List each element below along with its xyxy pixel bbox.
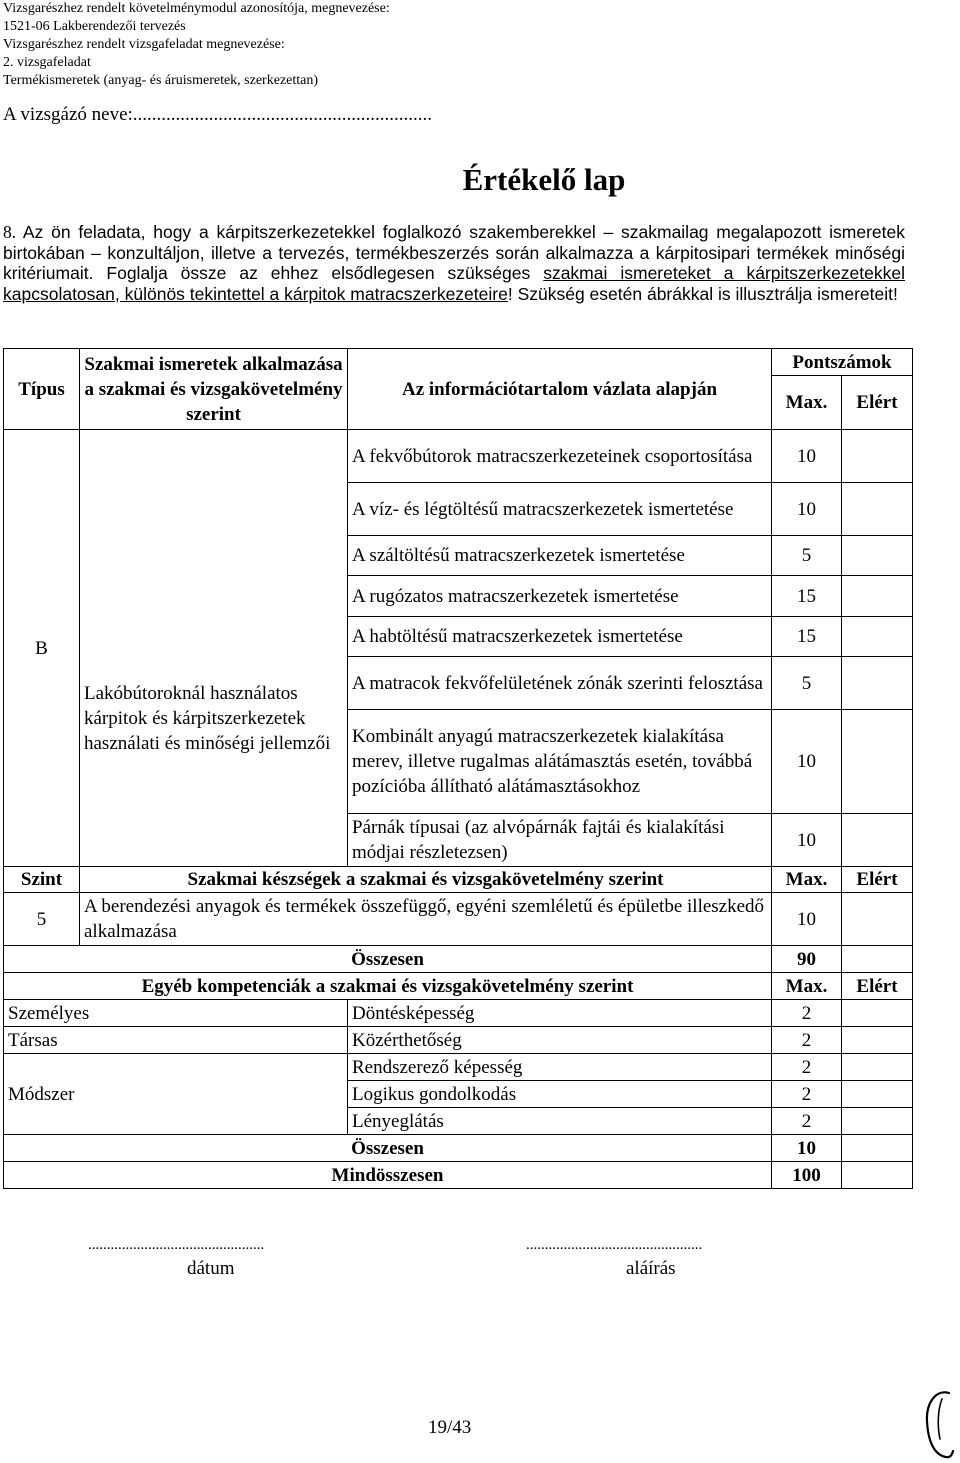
got-row-5 xyxy=(842,617,913,657)
skill-max: 10 xyxy=(772,893,842,946)
signature-label: aláírás xyxy=(626,1258,676,1279)
evaluation-table xyxy=(3,348,913,1189)
got-row-1 xyxy=(842,430,913,483)
header-max: Max. xyxy=(772,376,842,430)
examinee-name-line: A vizsgázó neve:............................................................... xyxy=(3,104,433,125)
competency-social-got xyxy=(842,1027,913,1054)
max-row-8: 10 xyxy=(772,814,842,867)
header-line-2: 1521-06 Lakberendezői tervezés xyxy=(3,19,186,34)
date-dots: ............................................... xyxy=(88,1237,265,1253)
competency-method: Módszer xyxy=(4,1054,348,1135)
got-row-7 xyxy=(842,710,913,814)
total-2-label: Összesen xyxy=(4,1135,772,1162)
total-1-value: 90 xyxy=(772,946,842,973)
skill-got xyxy=(842,893,913,946)
grand-total-got xyxy=(842,1162,913,1189)
header-points: Pontszámok xyxy=(772,349,913,376)
signature-dots: ............................................... xyxy=(526,1237,703,1253)
competency-max-header: Max. xyxy=(772,973,842,1000)
header-line-3: Vizsgarészhez rendelt vizsgafeladat megnevezése: xyxy=(3,37,285,52)
total-1-label: Összesen xyxy=(4,946,772,973)
total-1-got xyxy=(842,946,913,973)
got-row-6 xyxy=(842,657,913,710)
got-row-8 xyxy=(842,814,913,867)
task-number: 8. xyxy=(3,222,17,242)
got-row-4 xyxy=(842,576,913,617)
knowledge-text xyxy=(80,430,348,867)
skill-level-value: 5 xyxy=(4,893,80,946)
competency-method-item-3: Lényeglátás xyxy=(348,1108,772,1135)
competency-method-got-2 xyxy=(842,1081,913,1108)
max-row-4: 15 xyxy=(772,576,842,617)
page-number: 19/43 xyxy=(428,1417,472,1438)
outline-row-1: A fekvőbútorok matracszerkezeteinek csoportosítása xyxy=(348,430,772,483)
type-b: B xyxy=(4,430,80,867)
task-description xyxy=(3,222,905,304)
skill-text: A berendezési anyagok és termékek összefüggő, egyéni szemléletű és épületbe illeszkedő alkalmazása xyxy=(80,893,772,946)
competency-method-item-2: Logikus gondolkodás xyxy=(348,1081,772,1108)
max-row-3: 5 xyxy=(772,536,842,576)
outline-row-6: A matracok fekvőfelületének zónák szerinti felosztása xyxy=(348,657,772,710)
skills-max-header: Max. xyxy=(772,867,842,893)
header-line-5: Termékismeretek (anyag- és áruismeretek, szerkezettan) xyxy=(3,73,319,88)
outline-row-7: Kombinált anyagú matracszerkezetek kialakítása merev, illetve rugalmas alátámasztás esetén, továbbá pozícióba állítható alátámasztásokhoz xyxy=(348,710,772,814)
competency-method-max-1: 2 xyxy=(772,1054,842,1081)
competency-social-max: 2 xyxy=(772,1027,842,1054)
competency-method-max-2: 2 xyxy=(772,1081,842,1108)
skills-got-header: Elért xyxy=(842,867,913,893)
date-label: dátum xyxy=(187,1258,235,1279)
outline-row-2: A víz- és légtöltésű matracszerkezetek ismertetése xyxy=(348,483,772,536)
header-knowledge: Szakmai ismeretek alkalmazása a szakmai és vizsgakövetelmény szerint xyxy=(80,349,348,430)
max-row-5: 15 xyxy=(772,617,842,657)
task-text-part-1: Az ön feladata, hogy a kárpitszerkezetekkel foglalkozó szakemberekkel – szakmailag megalapozott ismeretek birtokában – konzultáljon, illetve a tervezés, termékbeszerzés során alkalmazza a kárpitosipari termékek minőségi kritériumait. Foglalja össze az ehhez elsődlegesen szükséges xyxy=(3,222,905,283)
competency-method-item-1: Rendszerező képesség xyxy=(348,1054,772,1081)
competency-method-got-3 xyxy=(842,1108,913,1135)
max-row-1: 10 xyxy=(772,430,842,483)
grand-total-label: Mindösszesen xyxy=(4,1162,772,1189)
header-line-4: 2. vizsgafeladat xyxy=(3,55,91,70)
total-2-got xyxy=(842,1135,913,1162)
outline-row-4: A rugózatos matracszerkezetek ismertetése xyxy=(348,576,772,617)
outline-row-8: Párnák típusai (az alvópárnák fajtái és kialakítási módjai részletezsen) xyxy=(348,814,772,867)
competency-personal-item: Döntésképesség xyxy=(348,1000,772,1027)
handwritten-initial-signature xyxy=(922,1385,958,1463)
task-text-underlined: szakmai ismereteket a kárpitszerkezetekkel kapcsolatosan, különös tekintettel a kárpitok matracszerkezeteire xyxy=(3,263,906,304)
competency-method-max-3: 2 xyxy=(772,1108,842,1135)
competency-personal-max: 2 xyxy=(772,1000,842,1027)
competency-method-got-1 xyxy=(842,1054,913,1081)
competency-got-header: Elért xyxy=(842,973,913,1000)
grand-total-value: 100 xyxy=(772,1162,842,1189)
got-row-3 xyxy=(842,536,913,576)
competency-social: Társas xyxy=(4,1027,348,1054)
outline-row-3: A száltöltésű matracszerkezetek ismertetése xyxy=(348,536,772,576)
knowledge-text-content: Lakóbútoroknál használatos kárpitok és kárpitszerkezetek használati és minőségi jellemzői xyxy=(84,682,331,754)
outline-row-5: A habtöltésű matracszerkezetek ismertetése xyxy=(348,617,772,657)
competency-header: Egyéb kompetenciák a szakmai és vizsgakövetelmény szerint xyxy=(4,973,772,1000)
page-title: Értékelő lap xyxy=(462,162,626,197)
header-line-1: Vizsgarészhez rendelt követelménymodul azonosítója, megnevezése: xyxy=(3,1,390,16)
total-2-value: 10 xyxy=(772,1135,842,1162)
skills-header: Szakmai készségek a szakmai és vizsgakövetelmény szerint xyxy=(80,867,772,893)
header-type: Típus xyxy=(4,349,80,430)
header-outline: Az információtartalom vázlata alapján xyxy=(348,349,772,430)
max-row-2: 10 xyxy=(772,483,842,536)
max-row-7: 10 xyxy=(772,710,842,814)
competency-personal: Személyes xyxy=(4,1000,348,1027)
skills-level-header: Szint xyxy=(4,867,80,893)
competency-personal-got xyxy=(842,1000,913,1027)
got-row-2 xyxy=(842,483,913,536)
max-row-6: 5 xyxy=(772,657,842,710)
task-text-part-2: ! Szükség esetén ábrákkal is illusztrálja ismereteit! xyxy=(507,283,898,304)
competency-social-item: Közérthetőség xyxy=(348,1027,772,1054)
header-got: Elért xyxy=(842,376,913,430)
